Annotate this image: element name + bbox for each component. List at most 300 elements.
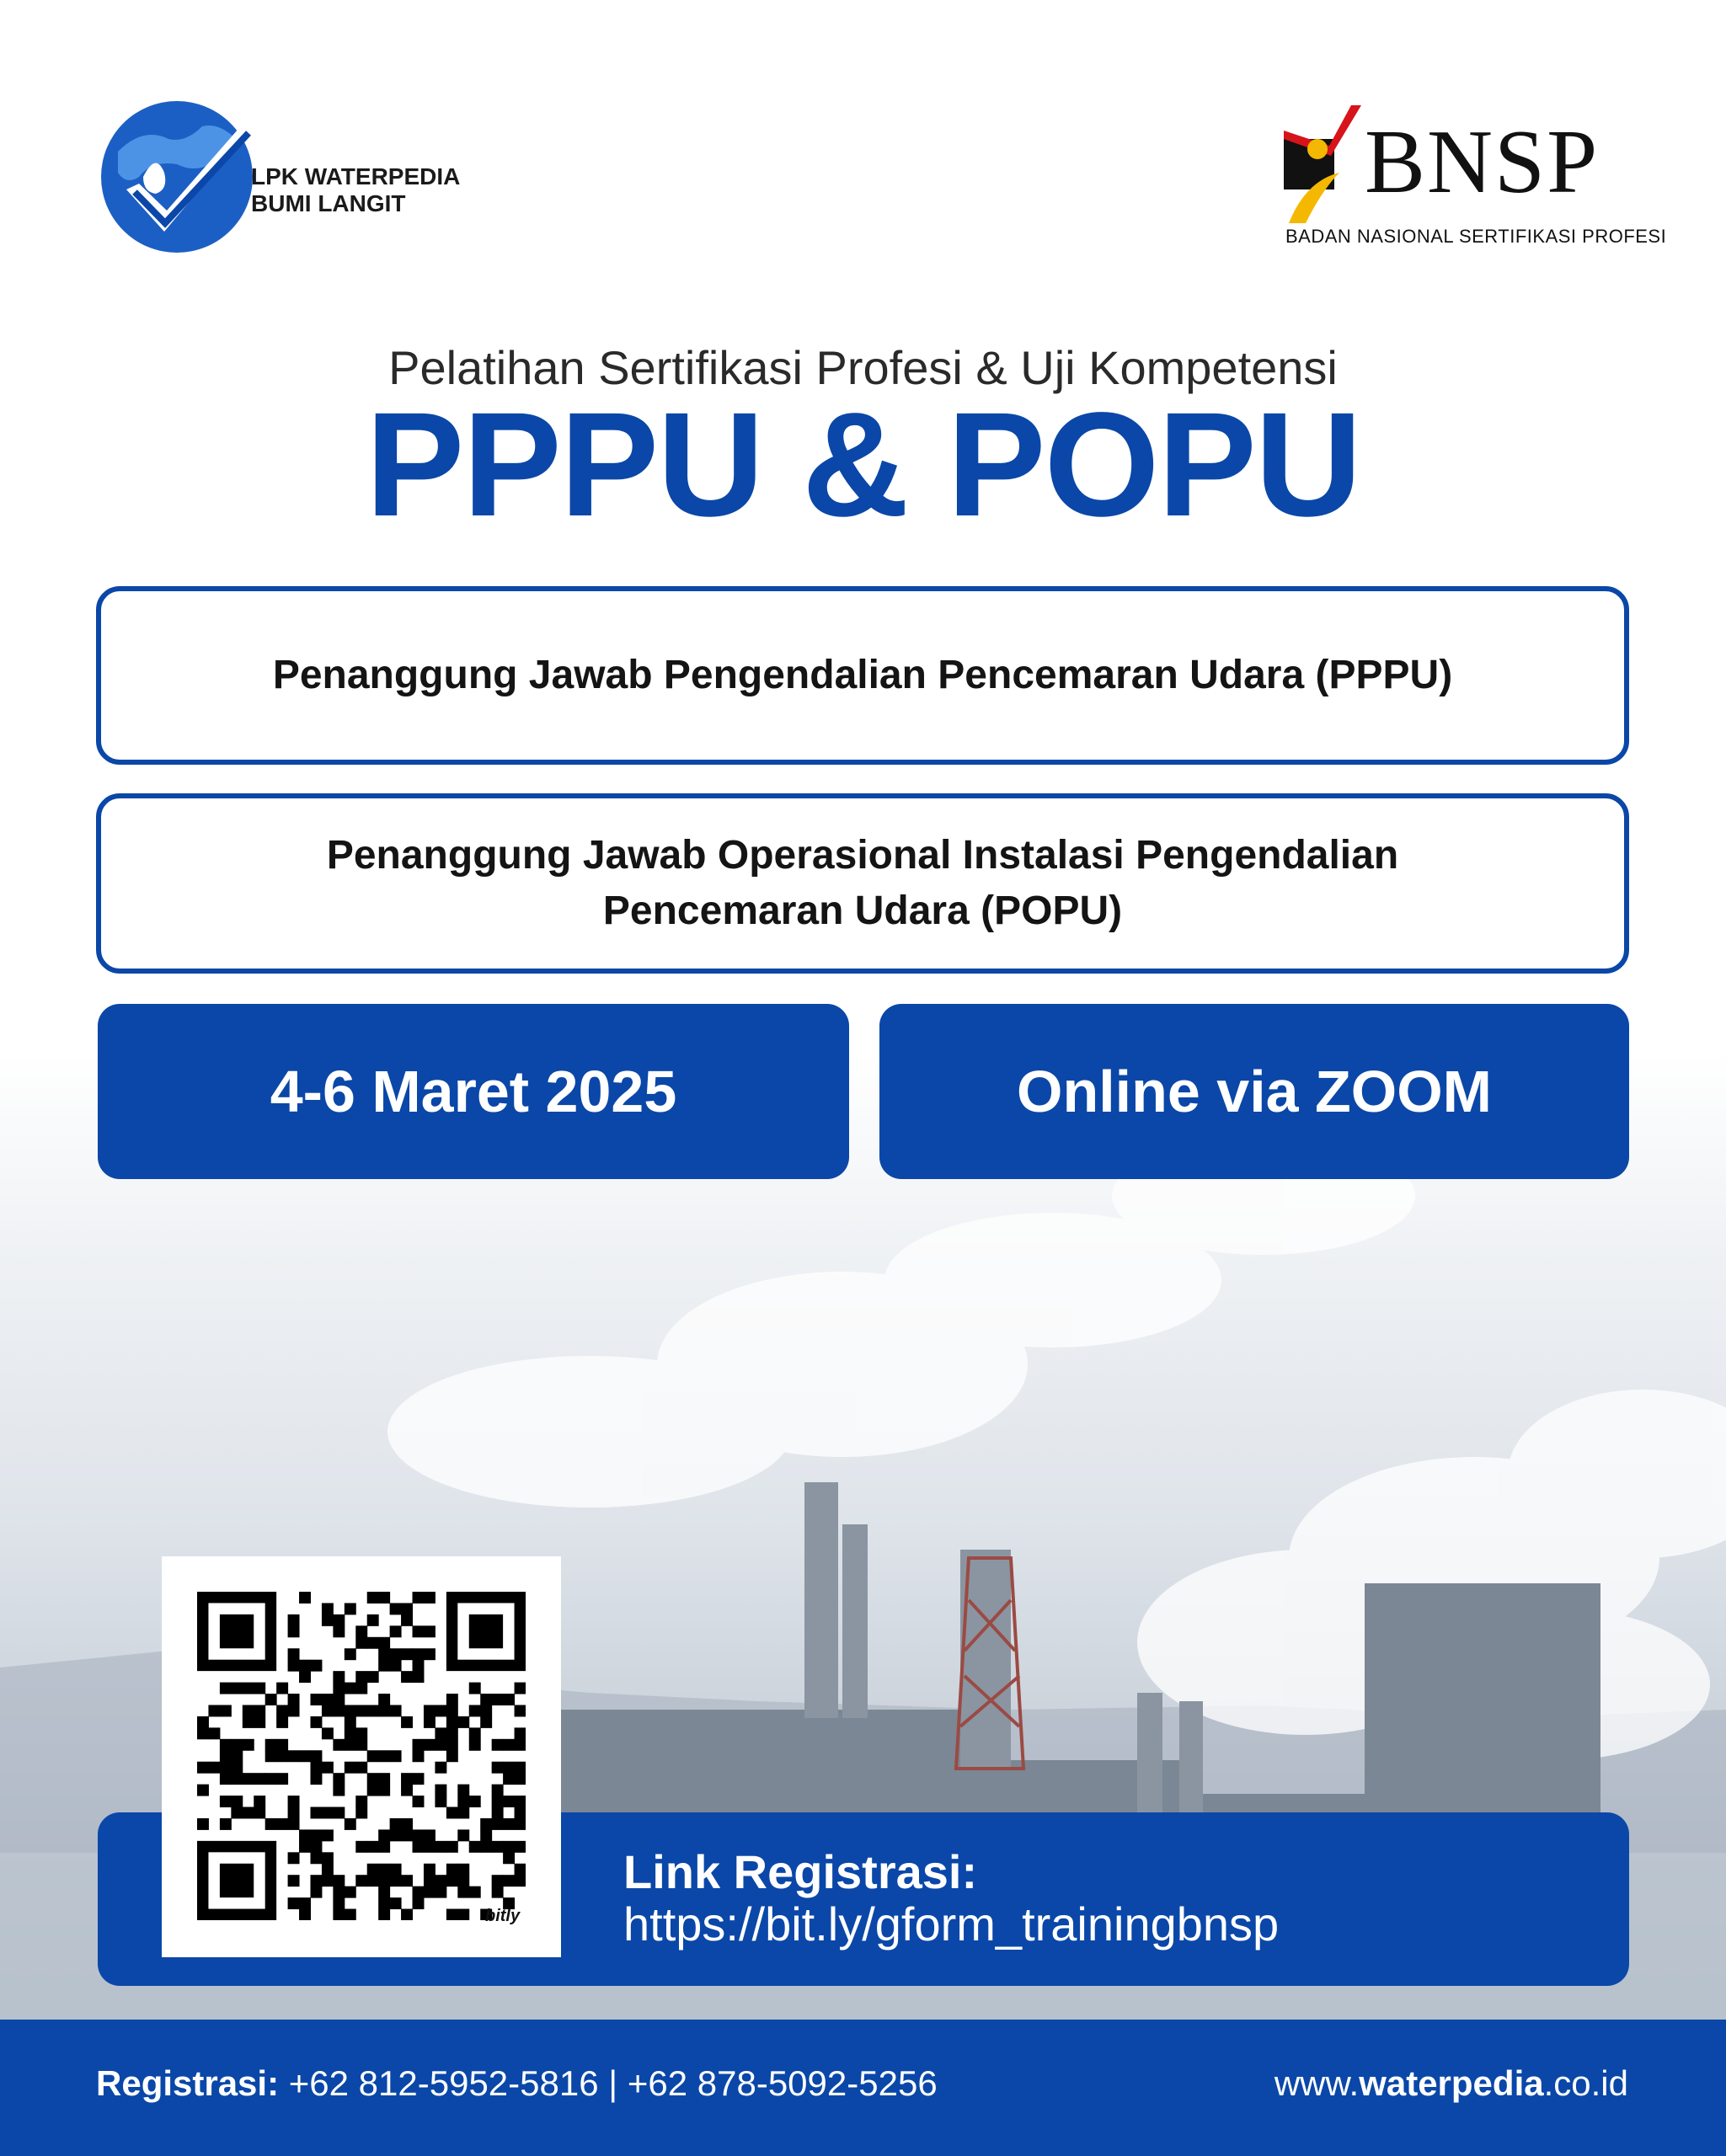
- qr-module: [367, 1671, 379, 1683]
- qr-module: [469, 1886, 481, 1898]
- qr-module: [299, 1829, 311, 1841]
- qr-module: [413, 1625, 425, 1637]
- qr-module: [333, 1683, 345, 1694]
- qr-module: [220, 1739, 232, 1751]
- qr-module: [492, 1875, 504, 1886]
- qr-module: [367, 1637, 379, 1649]
- qr-module: [254, 1796, 265, 1807]
- qr-module: [457, 1829, 469, 1841]
- qr-module: [413, 1829, 425, 1841]
- qr-module: [310, 1886, 322, 1898]
- qr-module: [503, 1773, 515, 1785]
- program-label-popu: Penanggung Jawab Operasional Instalasi Pengendalian Pencemaran Udara (POPU): [326, 833, 1399, 933]
- qr-module: [424, 1829, 436, 1841]
- qr-module: [435, 1705, 446, 1716]
- qr-module: [231, 1762, 243, 1774]
- qr-code-icon: [197, 1592, 526, 1920]
- qr-module: [390, 1829, 402, 1841]
- qr-module: [390, 1625, 402, 1637]
- qr-module: [355, 1841, 367, 1853]
- qr-module: [446, 1864, 458, 1876]
- qr-module: [413, 1886, 425, 1898]
- qr-module: [378, 1886, 390, 1898]
- qr-module: [265, 1694, 277, 1705]
- qr-module: [515, 1727, 526, 1739]
- qr-module: [265, 1773, 277, 1785]
- qr-module: [413, 1773, 425, 1785]
- qr-module: [231, 1750, 243, 1762]
- qr-module: [446, 1750, 458, 1762]
- qr-module: [254, 1716, 265, 1728]
- qr-module: [299, 1897, 311, 1909]
- qr-module: [515, 1875, 526, 1886]
- qr-module: [401, 1785, 413, 1796]
- qr-module: [310, 1716, 322, 1728]
- event-location-badge: [879, 1004, 1629, 1179]
- qr-module: [345, 1727, 356, 1739]
- qr-module: [413, 1841, 425, 1853]
- qr-module: [401, 1614, 413, 1626]
- qr-module: [208, 1705, 220, 1716]
- qr-module: [390, 1897, 402, 1909]
- qr-module: [367, 1875, 379, 1886]
- qr-module: [288, 1614, 300, 1626]
- qr-module: [322, 1762, 334, 1774]
- qr-module: [333, 1897, 345, 1909]
- qr-module: [435, 1739, 446, 1751]
- qr-module: [345, 1739, 356, 1751]
- qr-module: [492, 1841, 504, 1853]
- qr-module: [401, 1829, 413, 1841]
- qr-module: [469, 1841, 481, 1853]
- qr-module: [254, 1705, 265, 1716]
- qr-module: [446, 1694, 458, 1705]
- event-subtitle: Pelatihan Sertifikasi Profesi & Uji Kompetensi: [388, 341, 1338, 394]
- qr-module: [265, 1818, 277, 1830]
- qr-module: [424, 1716, 436, 1728]
- qr-module: [515, 1818, 526, 1830]
- qr-module: [288, 1750, 300, 1762]
- qr-module: [390, 1864, 402, 1876]
- qr-module: [345, 1683, 356, 1694]
- qr-module: [231, 1739, 243, 1751]
- qr-module: [367, 1785, 379, 1796]
- qr-module: [492, 1785, 504, 1796]
- qr-module: [390, 1648, 402, 1660]
- qr-module: [469, 1705, 481, 1716]
- site-suffix: .co.id: [1543, 2063, 1628, 2103]
- qr-module: [322, 1705, 334, 1716]
- qr-module: [515, 1796, 526, 1807]
- qr-module: [288, 1807, 300, 1819]
- qr-brand-label: bitly: [485, 1907, 521, 1925]
- qr-module: [310, 1750, 322, 1762]
- bnsp-figure-logo-icon: [1280, 105, 1365, 223]
- registration-link[interactable]: https://bit.ly/gform_trainingbnsp: [623, 1897, 1280, 1951]
- qr-module: [220, 1818, 232, 1830]
- footer-contact: [96, 2063, 938, 2104]
- qr-module: [355, 1637, 367, 1649]
- qr-module: [503, 1762, 515, 1774]
- qr-module: [424, 1739, 436, 1751]
- qr-module: [435, 1796, 446, 1807]
- qr-module: [345, 1648, 356, 1660]
- lpk-line-2: BUMI LANGIT: [251, 190, 406, 216]
- event-location: Online via ZOOM: [1017, 1059, 1492, 1124]
- qr-module: [276, 1750, 288, 1762]
- qr-module: [401, 1671, 413, 1683]
- event-title: PPPU & POPU: [366, 382, 1360, 547]
- qr-module: [243, 1716, 254, 1728]
- qr-module: [435, 1785, 446, 1796]
- qr-module: [288, 1648, 300, 1660]
- qr-module: [288, 1818, 300, 1830]
- event-date: 4-6 Maret 2025: [270, 1059, 677, 1124]
- qr-module: [322, 1875, 334, 1886]
- footer-separator: |: [608, 2063, 618, 2103]
- qr-module: [333, 1694, 345, 1705]
- qr-module: [288, 1796, 300, 1807]
- qr-module: [367, 1750, 379, 1762]
- qr-module: [299, 1909, 311, 1920]
- qr-module: [355, 1739, 367, 1751]
- qr-module: [367, 1705, 379, 1716]
- qr-module: [446, 1739, 458, 1751]
- qr-module: [355, 1705, 367, 1716]
- qr-module: [413, 1750, 425, 1762]
- qr-module: [424, 1875, 436, 1886]
- qr-module: [345, 1818, 356, 1830]
- qr-module: [413, 1648, 425, 1660]
- qr-module: [480, 1716, 492, 1728]
- qr-module: [276, 1683, 288, 1694]
- qr-module: [333, 1909, 345, 1920]
- qr-module: [231, 1796, 243, 1807]
- site-prefix: www.: [1274, 2063, 1360, 2103]
- qr-module: [333, 1875, 345, 1886]
- qr-module: [446, 1716, 458, 1728]
- qr-module: [322, 1852, 334, 1864]
- qr-module: [390, 1705, 402, 1716]
- qr-module: [333, 1614, 345, 1626]
- qr-module: [446, 1705, 458, 1716]
- qr-module: [345, 1909, 356, 1920]
- qr-module: [378, 1705, 390, 1716]
- qr-module: [424, 1864, 436, 1876]
- qr-module: [310, 1773, 322, 1785]
- qr-module: [503, 1739, 515, 1751]
- qr-module: [367, 1592, 379, 1604]
- qr-module: [333, 1671, 345, 1683]
- qr-module: [492, 1796, 504, 1807]
- qr-module: [345, 1705, 356, 1716]
- qr-module: [333, 1807, 345, 1819]
- qr-module: [378, 1841, 390, 1853]
- qr-module: [231, 1807, 243, 1819]
- qr-module: [424, 1625, 436, 1637]
- qr-module: [492, 1886, 504, 1898]
- qr-module: [220, 1750, 232, 1762]
- qr-module: [265, 1739, 277, 1751]
- qr-module: [401, 1875, 413, 1886]
- qr-module: [378, 1660, 390, 1672]
- qr-module: [322, 1807, 334, 1819]
- program-label-pppu: Penanggung Jawab Pengendalian Pencemaran Udara (PPPU): [272, 653, 1453, 697]
- qr-module: [345, 1886, 356, 1898]
- bnsp-full-name: BADAN NASIONAL SERTIFIKASI PROFESI: [1285, 226, 1667, 247]
- qr-module: [288, 1897, 300, 1909]
- qr-module: [413, 1897, 425, 1909]
- qr-module: [288, 1694, 300, 1705]
- qr-module: [243, 1773, 254, 1785]
- qr-finder-pattern: [469, 1614, 503, 1648]
- program-box-popu: [96, 793, 1629, 974]
- footer-phone-1[interactable]: +62 812-5952-5816: [288, 2063, 599, 2103]
- qr-module: [333, 1739, 345, 1751]
- qr-module: [378, 1648, 390, 1660]
- qr-module: [299, 1660, 311, 1672]
- qr-module: [480, 1705, 492, 1716]
- qr-module: [469, 1683, 481, 1694]
- qr-module: [503, 1818, 515, 1830]
- qr-module: [390, 1818, 402, 1830]
- site-name: waterpedia: [1359, 2063, 1544, 2103]
- qr-module: [276, 1705, 288, 1716]
- qr-module: [355, 1875, 367, 1886]
- qr-module: [492, 1807, 504, 1819]
- qr-module: [480, 1694, 492, 1705]
- qr-module: [276, 1716, 288, 1728]
- qr-module: [515, 1705, 526, 1716]
- qr-module: [288, 1705, 300, 1716]
- qr-module: [231, 1773, 243, 1785]
- qr-module: [367, 1614, 379, 1626]
- qr-module: [413, 1592, 425, 1604]
- qr-module: [367, 1773, 379, 1785]
- bnsp-wordmark: BNSP: [1365, 112, 1600, 212]
- qr-module: [378, 1864, 390, 1876]
- qr-module: [457, 1909, 469, 1920]
- qr-module: [197, 1762, 209, 1774]
- qr-module: [220, 1773, 232, 1785]
- footer-phone-2[interactable]: +62 878-5092-5256: [627, 2063, 938, 2103]
- qr-module: [254, 1683, 265, 1694]
- qr-module: [413, 1739, 425, 1751]
- lpk-globe-logo-icon: [93, 93, 261, 261]
- qr-module: [446, 1807, 458, 1819]
- qr-module: [503, 1875, 515, 1886]
- qr-module: [503, 1796, 515, 1807]
- qr-module: [457, 1875, 469, 1886]
- qr-module: [401, 1909, 413, 1920]
- qr-module: [367, 1841, 379, 1853]
- qr-module: [333, 1773, 345, 1785]
- qr-module: [378, 1773, 390, 1785]
- qr-module: [378, 1694, 390, 1705]
- qr-module: [276, 1739, 288, 1751]
- qr-module: [378, 1829, 390, 1841]
- registration-label: Link Registrasi:: [623, 1845, 978, 1898]
- qr-finder-pattern: [220, 1864, 254, 1897]
- qr-module: [243, 1739, 254, 1751]
- qr-module: [220, 1796, 232, 1807]
- footer-website[interactable]: [1274, 2063, 1628, 2104]
- qr-module: [424, 1841, 436, 1853]
- qr-module: [322, 1727, 334, 1739]
- qr-module: [424, 1705, 436, 1716]
- qr-module: [446, 1875, 458, 1886]
- qr-module: [390, 1660, 402, 1672]
- qr-module: [220, 1683, 232, 1694]
- qr-module: [446, 1909, 458, 1920]
- qr-module: [299, 1750, 311, 1762]
- qr-module: [345, 1716, 356, 1728]
- qr-module: [401, 1773, 413, 1785]
- qr-module: [243, 1807, 254, 1819]
- qr-module: [355, 1625, 367, 1637]
- qr-module: [378, 1785, 390, 1796]
- qr-code-card[interactable]: [162, 1556, 561, 1957]
- qr-module: [197, 1818, 209, 1830]
- qr-module: [355, 1762, 367, 1774]
- qr-module: [322, 1603, 334, 1614]
- qr-module: [413, 1671, 425, 1683]
- qr-module: [322, 1694, 334, 1705]
- qr-module: [333, 1705, 345, 1716]
- qr-module: [378, 1750, 390, 1762]
- qr-module: [469, 1739, 481, 1751]
- lpk-line-1: LPK WATERPEDIA: [251, 163, 461, 189]
- qr-module: [424, 1648, 436, 1660]
- qr-module: [367, 1864, 379, 1876]
- lpk-brand-text: [251, 163, 460, 217]
- qr-module: [310, 1807, 322, 1819]
- qr-module: [333, 1785, 345, 1796]
- qr-module: [276, 1818, 288, 1830]
- qr-module: [401, 1648, 413, 1660]
- qr-module: [424, 1886, 436, 1898]
- qr-module: [322, 1614, 334, 1626]
- qr-module: [503, 1841, 515, 1853]
- qr-module: [469, 1727, 481, 1739]
- qr-module: [413, 1660, 425, 1672]
- qr-module: [288, 1852, 300, 1864]
- qr-module: [515, 1683, 526, 1694]
- qr-module: [480, 1841, 492, 1853]
- qr-module: [333, 1886, 345, 1898]
- qr-module: [355, 1727, 367, 1739]
- qr-module: [208, 1727, 220, 1739]
- qr-module: [310, 1875, 322, 1886]
- qr-module: [492, 1694, 504, 1705]
- qr-module: [299, 1671, 311, 1683]
- qr-module: [254, 1807, 265, 1819]
- qr-module: [503, 1852, 515, 1864]
- qr-module: [288, 1660, 300, 1672]
- qr-module: [254, 1773, 265, 1785]
- qr-module: [457, 1785, 469, 1796]
- qr-module: [492, 1739, 504, 1751]
- qr-module: [243, 1683, 254, 1694]
- qr-module: [378, 1637, 390, 1649]
- qr-module: [401, 1603, 413, 1614]
- qr-module: [401, 1716, 413, 1728]
- qr-module: [413, 1796, 425, 1807]
- qr-module: [457, 1716, 469, 1728]
- qr-finder-pattern: [220, 1614, 254, 1648]
- qr-module: [515, 1773, 526, 1785]
- qr-module: [310, 1829, 322, 1841]
- qr-module: [345, 1762, 356, 1774]
- qr-module: [310, 1841, 322, 1853]
- qr-module: [310, 1694, 322, 1705]
- qr-module: [435, 1886, 446, 1898]
- qr-module: [299, 1592, 311, 1604]
- qr-module: [390, 1750, 402, 1762]
- program-box-pppu: [96, 586, 1629, 765]
- qr-module: [401, 1818, 413, 1830]
- qr-module: [378, 1909, 390, 1920]
- event-date-badge: [98, 1004, 849, 1179]
- qr-module: [457, 1807, 469, 1819]
- qr-module: [390, 1603, 402, 1614]
- footer-reg-label: Registrasi:: [96, 2063, 280, 2103]
- qr-module: [469, 1796, 481, 1807]
- qr-module: [276, 1773, 288, 1785]
- qr-module: [322, 1829, 334, 1841]
- qr-module: [480, 1818, 492, 1830]
- qr-module: [355, 1807, 367, 1819]
- qr-module: [515, 1762, 526, 1774]
- qr-module: [515, 1807, 526, 1819]
- qr-module: [378, 1592, 390, 1604]
- qr-module: [310, 1660, 322, 1672]
- qr-module: [515, 1841, 526, 1853]
- qr-module: [378, 1875, 390, 1886]
- qr-module: [220, 1705, 232, 1716]
- qr-module: [355, 1796, 367, 1807]
- qr-module: [355, 1683, 367, 1694]
- qr-module: [231, 1683, 243, 1694]
- qr-module: [435, 1727, 446, 1739]
- qr-module: [265, 1750, 277, 1762]
- qr-module: [435, 1841, 446, 1853]
- qr-module: [390, 1875, 402, 1886]
- qr-module: [515, 1864, 526, 1876]
- qr-module: [457, 1864, 469, 1876]
- qr-module: [457, 1886, 469, 1898]
- qr-module: [435, 1762, 446, 1774]
- qr-module: [480, 1829, 492, 1841]
- qr-module: [492, 1762, 504, 1774]
- qr-module: [220, 1762, 232, 1774]
- qr-module: [515, 1739, 526, 1751]
- qr-module: [310, 1852, 322, 1864]
- qr-module: [288, 1625, 300, 1637]
- qr-module: [322, 1864, 334, 1876]
- qr-module: [355, 1671, 367, 1683]
- qr-module: [378, 1897, 390, 1909]
- qr-module: [424, 1592, 436, 1604]
- qr-module: [345, 1603, 356, 1614]
- qr-module: [310, 1762, 322, 1774]
- qr-module: [299, 1841, 311, 1853]
- qr-module: [435, 1875, 446, 1886]
- qr-module: [197, 1785, 209, 1796]
- qr-module: [492, 1818, 504, 1830]
- qr-module: [457, 1796, 469, 1807]
- qr-module: [333, 1625, 345, 1637]
